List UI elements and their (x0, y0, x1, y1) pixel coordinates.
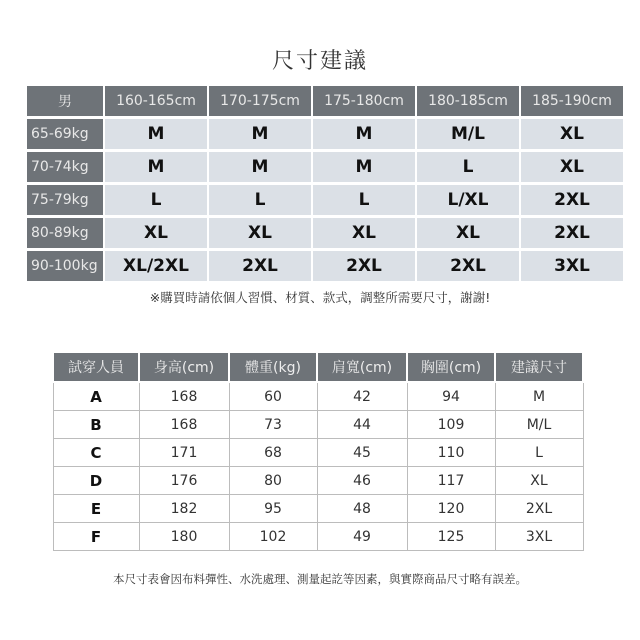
shoulder-value: 48 (317, 495, 407, 523)
column-header: 肩寬(cm) (317, 352, 407, 382)
size-recommendation-grid (27, 86, 623, 281)
page-title: 尺寸建議 (271, 49, 368, 74)
column-header: 身高(cm) (139, 352, 229, 382)
size-cell: M (105, 152, 207, 182)
size-cell: M/L (417, 119, 519, 149)
size-cell: 2XL (417, 251, 519, 281)
recommended-size: M (495, 382, 583, 411)
table-row (53, 495, 583, 523)
weight-label: 70-74kg (27, 152, 103, 182)
height-value: 176 (139, 467, 229, 495)
chest-value: 110 (407, 439, 495, 467)
model-id: A (53, 382, 139, 411)
chest-value: 94 (407, 382, 495, 411)
column-header: 體重(kg) (229, 352, 317, 382)
weight-label: 80-89kg (27, 218, 103, 248)
table-row (53, 467, 583, 495)
size-cell: XL (521, 119, 623, 149)
weight-value: 68 (229, 439, 317, 467)
size-cell: XL (417, 218, 519, 248)
table-row (53, 523, 583, 551)
size-cell: M (313, 152, 415, 182)
weight-label: 75-79kg (27, 185, 103, 215)
weight-label: 90-100kg (27, 251, 103, 281)
height-value: 168 (139, 382, 229, 411)
grid-corner-gender: 男 (27, 86, 103, 116)
size-cell: M (209, 119, 311, 149)
size-cell: 2XL (521, 218, 623, 248)
shoulder-value: 45 (317, 439, 407, 467)
shoulder-value: 44 (317, 411, 407, 439)
height-value: 168 (139, 411, 229, 439)
height-header: 170-175cm (209, 86, 311, 116)
shoulder-value: 42 (317, 382, 407, 411)
column-header: 建議尺寸 (495, 352, 583, 382)
model-id: E (53, 495, 139, 523)
size-cell: XL (209, 218, 311, 248)
chest-value: 109 (407, 411, 495, 439)
size-cell: 3XL (521, 251, 623, 281)
size-cell: XL/2XL (105, 251, 207, 281)
weight-value: 60 (229, 382, 317, 411)
weight-value: 95 (229, 495, 317, 523)
size-cell: M (105, 119, 207, 149)
size-cell: XL (521, 152, 623, 182)
size-cell: L (209, 185, 311, 215)
size-cell: XL (105, 218, 207, 248)
chest-value: 120 (407, 495, 495, 523)
table-row (53, 411, 583, 439)
chest-value: 117 (407, 467, 495, 495)
height-value: 171 (139, 439, 229, 467)
size-cell: L/XL (417, 185, 519, 215)
height-header: 175-180cm (313, 86, 415, 116)
size-cell: L (105, 185, 207, 215)
height-value: 180 (139, 523, 229, 551)
height-header: 185-190cm (521, 86, 623, 116)
height-value: 182 (139, 495, 229, 523)
recommended-size: L (495, 439, 583, 467)
weight-value: 73 (229, 411, 317, 439)
recommended-size: M/L (495, 411, 583, 439)
measurement-disclaimer: 本尺寸表會因布料彈性、水洗處理、測量起訖等因素，與實際商品尺寸略有誤差。 (113, 572, 527, 586)
height-header: 180-185cm (417, 86, 519, 116)
table-header-row (53, 352, 583, 382)
model-id: F (53, 523, 139, 551)
height-header: 160-165cm (105, 86, 207, 116)
model-measurements-table (52, 351, 584, 551)
size-cell: L (313, 185, 415, 215)
size-cell: XL (313, 218, 415, 248)
table-row (53, 382, 583, 411)
column-header: 試穿人員 (53, 352, 139, 382)
weight-label: 65-69kg (27, 119, 103, 149)
model-id: B (53, 411, 139, 439)
model-id: C (53, 439, 139, 467)
recommended-size: 2XL (495, 495, 583, 523)
chest-value: 125 (407, 523, 495, 551)
shoulder-value: 46 (317, 467, 407, 495)
table-row (53, 439, 583, 467)
recommended-size: XL (495, 467, 583, 495)
recommended-size: 3XL (495, 523, 583, 551)
shoulder-value: 49 (317, 523, 407, 551)
size-cell: M (313, 119, 415, 149)
size-cell: 2XL (313, 251, 415, 281)
size-cell: L (417, 152, 519, 182)
size-chart-note: ※購買時請依個人習慣、材質、款式，調整所需要尺寸，謝謝! (149, 290, 491, 305)
size-cell: 2XL (521, 185, 623, 215)
size-cell: 2XL (209, 251, 311, 281)
size-cell: M (209, 152, 311, 182)
weight-value: 80 (229, 467, 317, 495)
column-header: 胸圍(cm) (407, 352, 495, 382)
weight-value: 102 (229, 523, 317, 551)
model-id: D (53, 467, 139, 495)
